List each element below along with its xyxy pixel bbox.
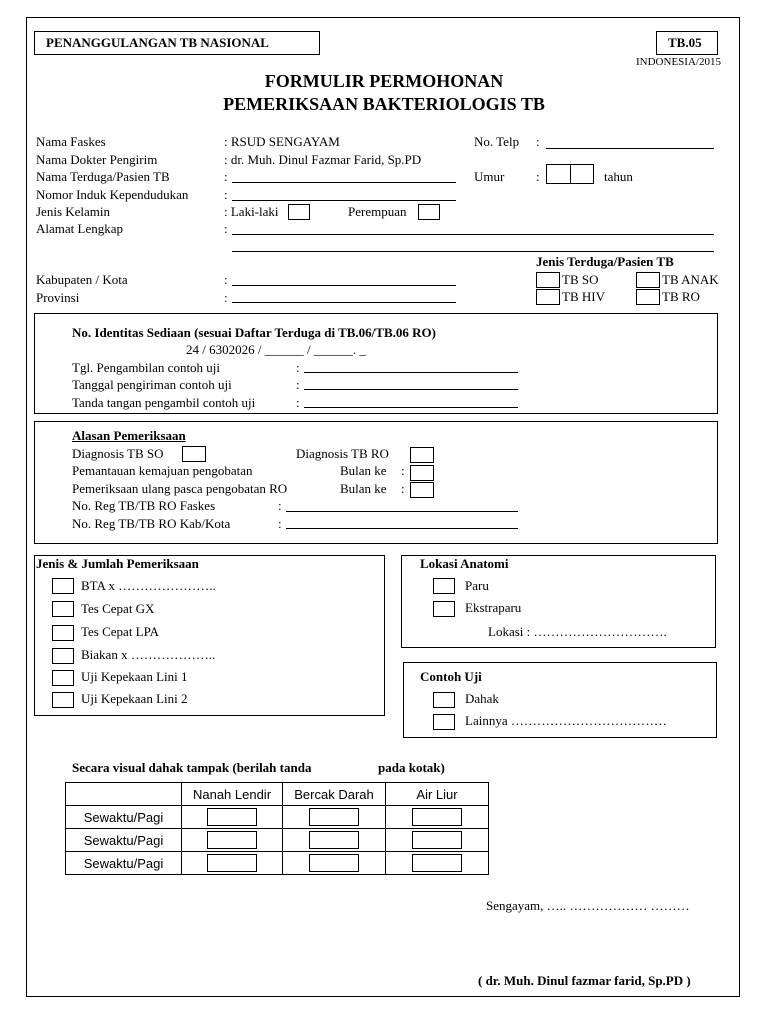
exam-checkbox[interactable] <box>52 670 74 686</box>
tb-hiv-label: TB HIV <box>562 289 605 304</box>
monitoring-label: Pemantauan kemajuan pengobatan <box>72 463 253 478</box>
ekstraparu-label: Ekstraparu <box>465 600 522 615</box>
tb-ro-label: TB RO <box>662 289 700 304</box>
monitoring-month-label: Bulan ke <box>340 463 387 478</box>
row-label: Sewaktu/Pagi <box>66 852 182 875</box>
row-label: Sewaktu/Pagi <box>66 806 182 829</box>
visual-checkbox[interactable] <box>207 831 257 849</box>
table-corner <box>66 783 182 806</box>
collect-date-field[interactable] <box>304 372 518 373</box>
exam-item: BTA x ………………….. <box>81 578 216 593</box>
colon: : <box>224 272 228 287</box>
signature-label: Tanda tangan pengambil contoh uji <box>72 395 256 410</box>
reason-title: Alasan Pemeriksaan <box>72 428 186 443</box>
followup-label: Pemeriksaan ulang pasca pengobatan RO <box>72 481 288 496</box>
dahak-label: Dahak <box>465 691 499 706</box>
colon: : <box>296 395 300 410</box>
anatomy-title: Lokasi Anatomi <box>420 556 509 571</box>
table-cell <box>283 829 386 852</box>
exam-title: Jenis & Jumlah Pemeriksaan <box>36 556 199 571</box>
row-label: Sewaktu/Pagi <box>66 829 182 852</box>
district-field[interactable] <box>232 285 456 286</box>
signature-field[interactable] <box>304 407 518 408</box>
gender-female-label: Perempuan <box>348 204 407 219</box>
exam-checkbox[interactable] <box>52 625 74 641</box>
visual-checkbox[interactable] <box>309 808 359 826</box>
colon: : <box>224 290 228 305</box>
colon: : <box>401 463 405 478</box>
paru-checkbox[interactable] <box>433 578 455 594</box>
table-cell <box>182 852 283 875</box>
tb-anak-label: TB ANAK <box>662 272 719 287</box>
age-label: Umur <box>474 169 505 184</box>
exam-item: Biakan x ……………….. <box>81 647 216 662</box>
table-cell <box>386 852 489 875</box>
lainnya-field[interactable]: Lainnya ……………………………… <box>465 713 667 728</box>
visual-checkbox[interactable] <box>207 854 257 872</box>
table-row <box>66 806 489 829</box>
gender-label: Jenis Kelamin <box>36 204 111 219</box>
lokasi-field[interactable]: Lokasi : …………………………. <box>488 624 667 639</box>
province-field[interactable] <box>232 302 456 303</box>
visual-checkbox[interactable] <box>207 808 257 826</box>
table-cell <box>386 829 489 852</box>
edition: INDONESIA/2015 <box>636 56 721 68</box>
column-header: Bercak Darah <box>283 783 386 806</box>
nik-field[interactable] <box>232 200 456 201</box>
doctor-label: Nama Dokter Pengirim <box>36 152 158 167</box>
diag-so-label: Diagnosis TB SO <box>72 446 164 461</box>
tb-so-label: TB SO <box>562 272 599 287</box>
table-cell <box>283 852 386 875</box>
colon: : <box>278 498 282 513</box>
visual-caption-end: pada kotak) <box>378 760 445 775</box>
visual-table <box>65 782 489 875</box>
faskes-label: Nama Faskes <box>36 134 106 149</box>
tb-ro-checkbox[interactable] <box>636 289 660 305</box>
visual-checkbox[interactable] <box>309 831 359 849</box>
reg-faskes-label: No. Reg TB/TB RO Faskes <box>72 498 216 513</box>
table-row <box>66 852 489 875</box>
page-title-2: PEMERIKSAAN BAKTERIOLOGIS TB <box>223 94 545 114</box>
gender-male-checkbox[interactable] <box>288 204 310 220</box>
colon: : <box>224 187 228 202</box>
colon: : <box>296 377 300 392</box>
gender-female-checkbox[interactable] <box>418 204 440 220</box>
diag-ro-label: Diagnosis TB RO <box>296 446 389 461</box>
specimen-id-title: No. Identitas Sediaan (sesuai Daftar Terduga di TB.06/TB.06 RO) <box>72 325 436 340</box>
table-cell <box>283 806 386 829</box>
table-cell <box>182 806 283 829</box>
patient-name-field[interactable] <box>232 182 456 183</box>
phone-label: No. Telp <box>474 134 520 149</box>
colon: : <box>536 134 540 149</box>
dahak-checkbox[interactable] <box>433 692 455 708</box>
colon: : <box>296 360 300 375</box>
exam-item: Uji Kepekaan Lini 2 <box>81 691 188 706</box>
send-date-field[interactable] <box>304 389 518 390</box>
table-header-row <box>66 783 489 806</box>
exam-checkbox[interactable] <box>52 692 74 708</box>
page-title-1: FORMULIR PERMOHONAN <box>264 71 504 91</box>
visual-checkbox[interactable] <box>309 854 359 872</box>
monitoring-month-checkbox[interactable] <box>410 465 434 481</box>
doctor-value: : dr. Muh. Dinul Fazmar Farid, Sp.PD <box>224 152 422 167</box>
table-cell <box>182 829 283 852</box>
patient-name-label: Nama Terduga/Pasien TB <box>36 169 170 184</box>
paru-label: Paru <box>465 578 489 593</box>
address-label: Alamat Lengkap <box>36 221 123 236</box>
visual-checkbox[interactable] <box>412 808 462 826</box>
colon: : <box>278 516 282 531</box>
faskes-value: : RSUD SENGAYAM <box>224 134 340 149</box>
reg-faskes-field[interactable] <box>286 511 518 512</box>
address-field-2[interactable] <box>232 251 714 252</box>
collect-date-label: Tgl. Pengambilan contoh uji <box>72 360 221 375</box>
lainnya-checkbox[interactable] <box>433 714 455 730</box>
ekstraparu-checkbox[interactable] <box>433 601 455 617</box>
sample-title: Contoh Uji <box>420 669 482 684</box>
exam-checkbox[interactable] <box>52 601 74 617</box>
suspect-type-title: Jenis Terduga/Pasien TB <box>536 254 674 269</box>
send-date-label: Tanggal pengiriman contoh uji <box>72 377 232 392</box>
specimen-id-number: 24 / 6302026 / ______ / ______. _ <box>186 342 366 357</box>
tb-so-checkbox[interactable] <box>536 272 560 288</box>
table-row <box>66 829 489 852</box>
tb-hiv-checkbox[interactable] <box>536 289 560 305</box>
table-cell <box>386 806 489 829</box>
column-header: Air Liur <box>386 783 489 806</box>
visual-checkbox[interactable] <box>412 831 462 849</box>
column-header: Nanah Lendir <box>182 783 283 806</box>
exam-item: Uji Kepekaan Lini 1 <box>81 669 188 684</box>
district-label: Kabupaten / Kota <box>36 272 128 287</box>
colon: : <box>224 221 228 236</box>
visual-caption: Secara visual dahak tampak (berilah tanda <box>72 760 312 775</box>
reg-kab-label: No. Reg TB/TB RO Kab/Kota <box>72 516 231 531</box>
visual-checkbox[interactable] <box>412 854 462 872</box>
colon: : <box>401 481 405 496</box>
tb-anak-checkbox[interactable] <box>636 272 660 288</box>
exam-item: Tes Cepat LPA <box>81 624 160 639</box>
followup-month-label: Bulan ke <box>340 481 387 496</box>
diag-so-checkbox[interactable] <box>182 446 206 462</box>
address-field-1[interactable] <box>232 234 714 235</box>
signer-name: ( dr. Muh. Dinul fazmar farid, Sp.PD ) <box>478 973 691 988</box>
colon: : <box>224 169 228 184</box>
program-label: PENANGGULANGAN TB NASIONAL <box>46 35 269 50</box>
colon: : <box>536 169 540 184</box>
exam-item: Tes Cepat GX <box>81 601 155 616</box>
age-field-divider <box>570 164 571 184</box>
gender-male-label: : Laki-laki <box>224 204 279 219</box>
followup-month-checkbox[interactable] <box>410 482 434 498</box>
province-label: Provinsi <box>36 290 80 305</box>
exam-checkbox[interactable] <box>52 648 74 664</box>
reg-kab-field[interactable] <box>286 528 518 529</box>
age-unit: tahun <box>604 169 633 184</box>
exam-checkbox[interactable] <box>52 578 74 594</box>
phone-field[interactable] <box>546 148 714 149</box>
nik-label: Nomor Induk Kependudukan <box>36 187 189 202</box>
form-code: TB.05 <box>668 35 702 50</box>
place-date: Sengayam, ….. ……………… ……… <box>486 898 690 913</box>
diag-ro-checkbox[interactable] <box>410 447 434 463</box>
